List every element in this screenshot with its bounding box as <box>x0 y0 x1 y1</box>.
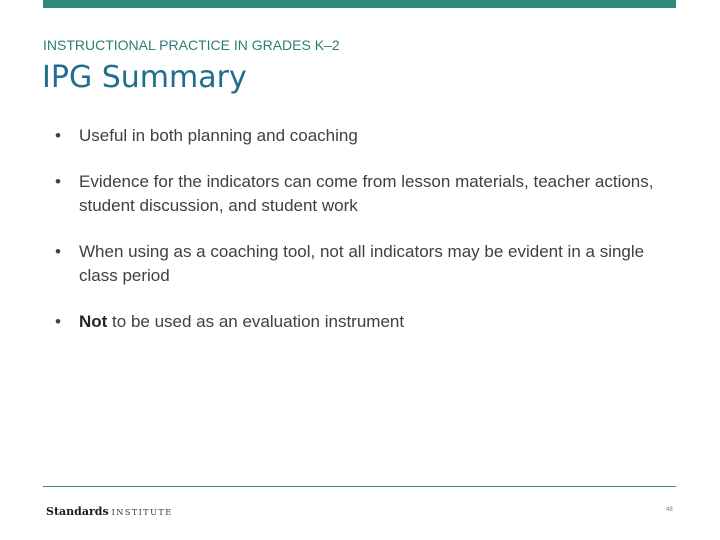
bullet-dot-icon: • <box>55 312 61 331</box>
logo-sub-text: INSTITUTE <box>111 508 173 517</box>
logo-main-text: Standards <box>46 505 109 518</box>
bullet-item <box>55 310 655 334</box>
bullet-item <box>55 240 655 288</box>
page-number: 48 <box>666 507 673 513</box>
slide-title: IPG Summary <box>42 60 247 95</box>
bullet-text: Useful in both planning and coaching <box>79 126 358 145</box>
bullet-dot-icon: • <box>55 126 61 145</box>
bullet-list <box>55 124 655 356</box>
section-eyebrow: INSTRUCTIONAL PRACTICE IN GRADES K–2 <box>43 37 340 53</box>
bullet-text: Evidence for the indicators can come from lesson materials, teacher actions, student discussion, and student work <box>79 172 654 215</box>
bullet-text: to be used as an evaluation instrument <box>107 312 405 331</box>
standards-institute-logo <box>46 505 173 518</box>
bullet-dot-icon: • <box>55 172 61 191</box>
bullet-text: When using as a coaching tool, not all indicators may be evident in a single class period <box>79 242 645 285</box>
bullet-dot-icon: • <box>55 242 61 261</box>
bullet-emphasis: Not <box>79 312 108 331</box>
footer-divider <box>43 486 676 487</box>
bullet-item <box>55 124 655 148</box>
bullet-item <box>55 170 655 218</box>
top-accent-bar <box>43 0 676 8</box>
